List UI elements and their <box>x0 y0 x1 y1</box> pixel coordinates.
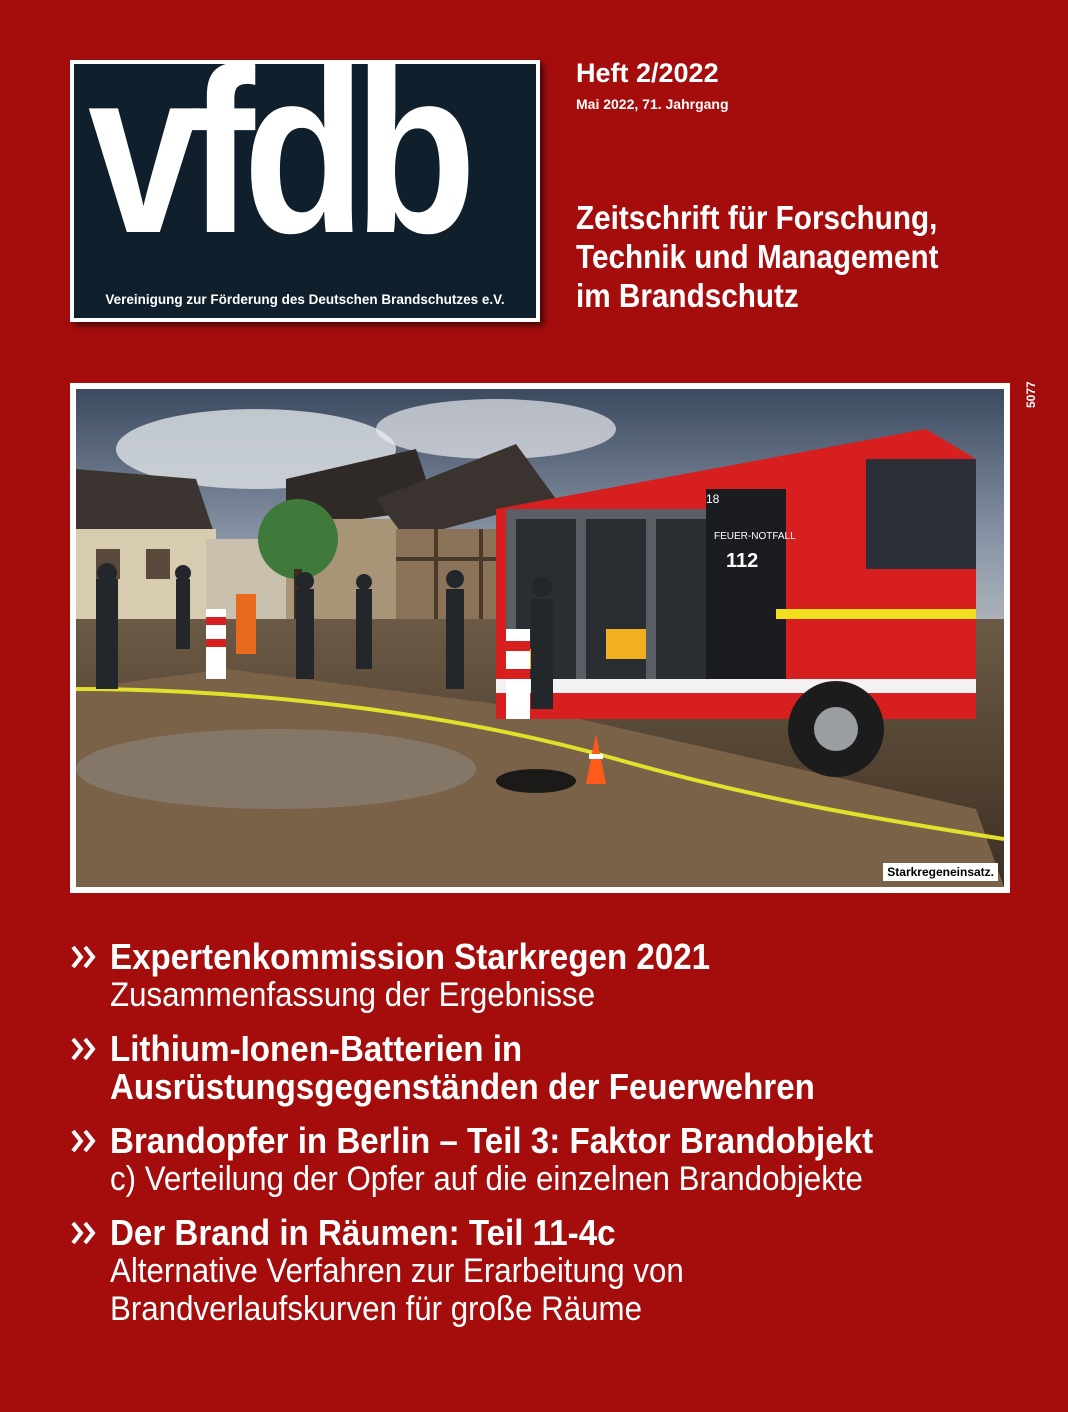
issue-number: Heft 2/2022 <box>576 58 719 88</box>
cover-photo-illustration <box>76 389 1004 887</box>
article-item <box>70 1214 1030 1328</box>
tagline-line: im Brandschutz <box>576 277 799 314</box>
issue-date: Mai 2022, 71. Jahrgang <box>576 96 729 112</box>
double-chevron-icon <box>70 1220 100 1246</box>
article-title-continued: Ausrüstungsgegenständen der Feuerwehren <box>110 1066 815 1107</box>
article-list <box>70 938 1030 1344</box>
double-chevron-icon <box>70 944 100 970</box>
article-subtitle: Zusammenfassung der Ergebnisse <box>110 976 596 1014</box>
article-subtitle: c) Verteilung der Opfer auf die einzelnen Brandobjekte <box>110 1160 863 1198</box>
logo-subtitle: Vereinigung zur Förderung des Deutschen Brandschutzes e.V. <box>105 292 505 307</box>
tagline <box>576 198 999 315</box>
truck-label: FEUER-NOTFALL <box>714 531 796 542</box>
article-subtitle: Alternative Verfahren zur Erarbeitung von <box>110 1252 684 1290</box>
article-item <box>70 938 1030 1014</box>
truck-door-number: 18 <box>706 492 720 506</box>
article-item <box>70 1122 1030 1198</box>
article-title: Expertenkommission Starkregen 2021 <box>110 936 711 977</box>
double-chevron-icon <box>70 1128 100 1154</box>
tagline-line: Technik und Management <box>576 238 939 275</box>
article-title: Der Brand in Räumen: Teil 11-4c <box>110 1212 616 1253</box>
article-title: Lithium-Ionen-Batterien in <box>110 1028 523 1069</box>
cover-photo <box>70 383 1010 893</box>
truck-number: 112 <box>726 550 759 572</box>
double-chevron-icon <box>70 1036 100 1062</box>
article-title: Brandopfer in Berlin – Teil 3: Faktor Brandobjekt <box>110 1120 874 1161</box>
logo-wordmark: vfdb <box>88 20 465 282</box>
vfdb-logo <box>70 20 540 322</box>
photo-caption: Starkregeneinsatz. <box>883 863 998 881</box>
tagline-line: Zeitschrift für Forschung, <box>576 199 938 236</box>
issue-code: 5077 <box>1024 381 1038 408</box>
article-subtitle: Brandverlaufskurven für große Räume <box>110 1290 643 1328</box>
article-item <box>70 1030 1030 1106</box>
